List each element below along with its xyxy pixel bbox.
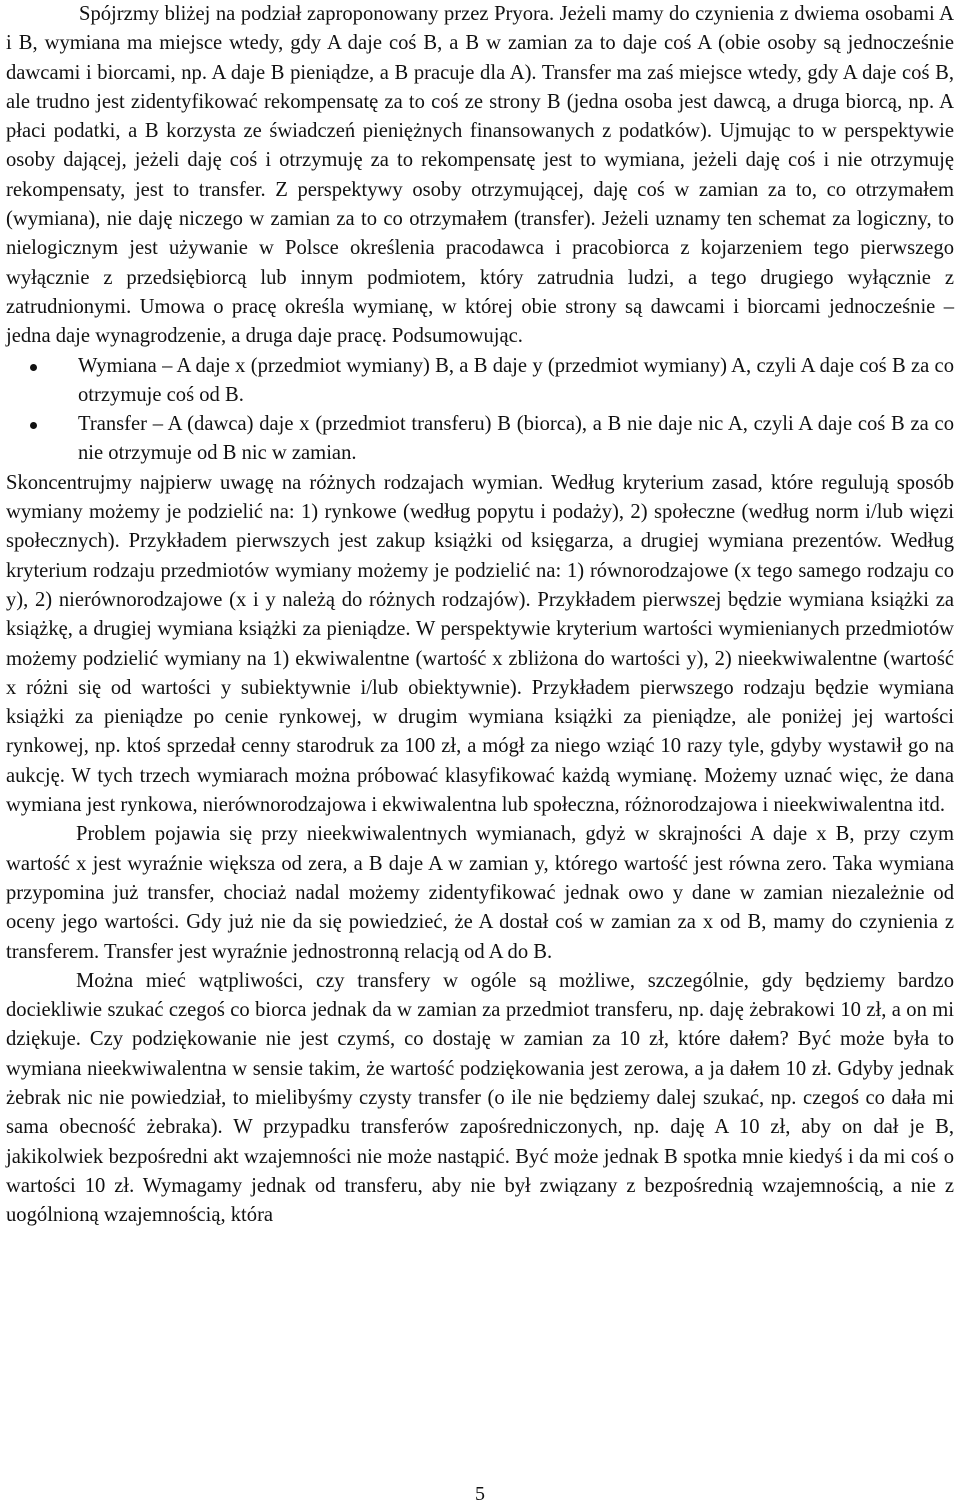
paragraph-intro: Spójrzmy bliżej na podział zaproponowany przez Pryora. Jeżeli mamy do czynienia z dwiema osobami A i B, wymiana ma miejsce wtedy, gdy A daje coś B, a B w zamian za to daje coś A (obie osoby są jednocześnie dawcami i biorcami, np. A daje B pieniądze, a B pracuje dla A). Transfer ma zaś miejsce wtedy, gdy A daje coś B, ale trudno jest zidentyfikować rekompensatę za to coś ze strony B (jedna osoba jest dawcą, a druga biorcą, np. A płaci podatki, a B korzysta ze świadczeń pieniężnych finansowanych z podatków). Ujmując to w perspektywie osoby dającej, jeżeli daję coś i otrzymuję za to rekompensatę jest to wymiana, jeżeli daję coś i nie otrzymuję rekompensaty, jest to transfer. Z perspektywy osoby otrzymującej, daję coś w zamian za to, co otrzymałem (wymiana), nie daję niczego w zamian za to co otrzymałem (transfer). Jeżeli uznamy ten schemat za logiczny, to nielogicznym jest używanie w Polsce określenia pracodawca i pracobiorca z kojarzeniem tego pierwszego wyłącznie z przedsiębiorcą lub innym podmiotem, który zatrudnia ludzi, a tego drugiego wyłącznie z zatrudnionymi. Umowa o pracę określa wymianę, w której obie strony są dawcami i biorcami jednocześnie – jedna daje wynagrodzenie, a druga daje pracę. Podsumowując. — [6, 3, 954, 348]
page-number: 5 — [475, 1483, 485, 1505]
document-page — [6, 0, 954, 1230]
bullet-dot-icon — [30, 422, 37, 429]
bullet-dot-icon — [30, 364, 37, 371]
bullet-text-transfer: Transfer – A (dawca) daje x (przedmiot transferu) B (biorca), a B nie daje nic A, czyli A daje coś B za co nie otrzymuje od B nic w zamian. — [78, 413, 954, 465]
bullet-item-transfer — [6, 410, 954, 469]
bullet-item-exchange — [6, 352, 954, 411]
paragraph-problem: Problem pojawia się przy nieekwiwalentnych wymianach, gdyż w skrajności A daje x B, przy czym wartość x jest wyraźnie większa od zera, a B daje A w zamian y, którego wartość jest równa zero. Taka wymiana przypomina już transfer, chociaż nadal możemy zidentyfikować jednak owo y dane w zamian niezależnie od oceny jego wartości. Gdy już nie da się powiedzieć, że A dostał coś w zamian za x od B, mamy do czynienia z transferem. Transfer jest wyraźnie jednostronną relacją od A do B. — [6, 823, 954, 963]
paragraph-doubts: Można mieć wątpliwości, czy transfery w ogóle są możliwe, szczególnie, gdy będziemy bardzo dociekliwie szukać czegoś co biorca jednak da w zamian za przedmiot transferu, np. daję żebrakowi 10 zł, a on mi dziękuje. Czy podziękowanie nie jest czymś, co dostaję w zamian za 10 zł, które dałem? Być może była to wymiana nieekwiwalentna w sensie takim, że wartość podziękowania jest zerowa, a ja dałem 10 zł. Gdyby jednak żebrak nic nie powiedział, to mielibyśmy czysty transfer (o ile nie będziemy dalej szukać, np. czegoś co dała mi sama obecność żebraka). W przypadku transferów zapośredniczonych, np. daję A 10 zł, aby on dał je B, jakikolwiek bezpośredni akt wzajemności nie może nastąpić. Być może jednak B spotka mnie kiedyś i da mi coś o wartości 10 zł. Wymagamy jednak od transferu, aby nie był związany z bezpośrednią wzajemnością, a nie z uogólnioną wzajemnością, która — [6, 969, 954, 1227]
paragraph-kinds: Skoncentrujmy najpierw uwagę na różnych rodzajach wymian. Według kryterium zasad, które regulują sposób wymiany możemy je podzielić na: 1) rynkowe (według popytu i podaży), 2) społeczne (według norm i/lub więzi społecznych). Przykładem pierwszych jest zakup książki od księgarza, a drugiej wymiana prezentów. Według kryterium rodzaju przedmiotów wymiany możemy je podzielić na: 1) równorodzajowe (x tego samego rodzaju co y), 2) nierównorodzajowe (x i y należą do różnych rodzajów). Przykładem pierwszej będzie wymiana książki za książkę, a drugiej wymiana książki za pieniądze. W perspektywie kryterium wartości wymienianych przedmiotów możemy podzielić wymiany na 1) ekwiwalentne (wartość x zbliżona do wartości y), 2) nieekwiwalentne (wartość x różni się od wartości y subiektywnie i/lub obiektywnie). Przykładem pierwszego rodzaju będzie wymiana książki za pieniądze po cenie rynkowej, w drugim wymiana książki za pieniądze, ale poniżej jej wartości rynkowej, np. ktoś sprzedał cenny starodruk za 100 zł, a mógł za niego wziąć 10 razy tyle, gdyby wystawił go na aukcję. W tych trzech wymiarach można próbować klasyfikować każdą wymianę. Możemy uznać więc, że dana wymiana jest rynkowa, nierównorodzajowa i ekwiwalentna lub społeczna, różnorodzajowa i nieekwiwalentna itd. — [6, 471, 954, 817]
bullet-list — [6, 352, 954, 469]
bullet-text-exchange: Wymiana – A daje x (przedmiot wymiany) B, a B daje y (przedmiot wymiany) A, czyli A daje coś B za co otrzymuje coś od B. — [78, 354, 954, 406]
